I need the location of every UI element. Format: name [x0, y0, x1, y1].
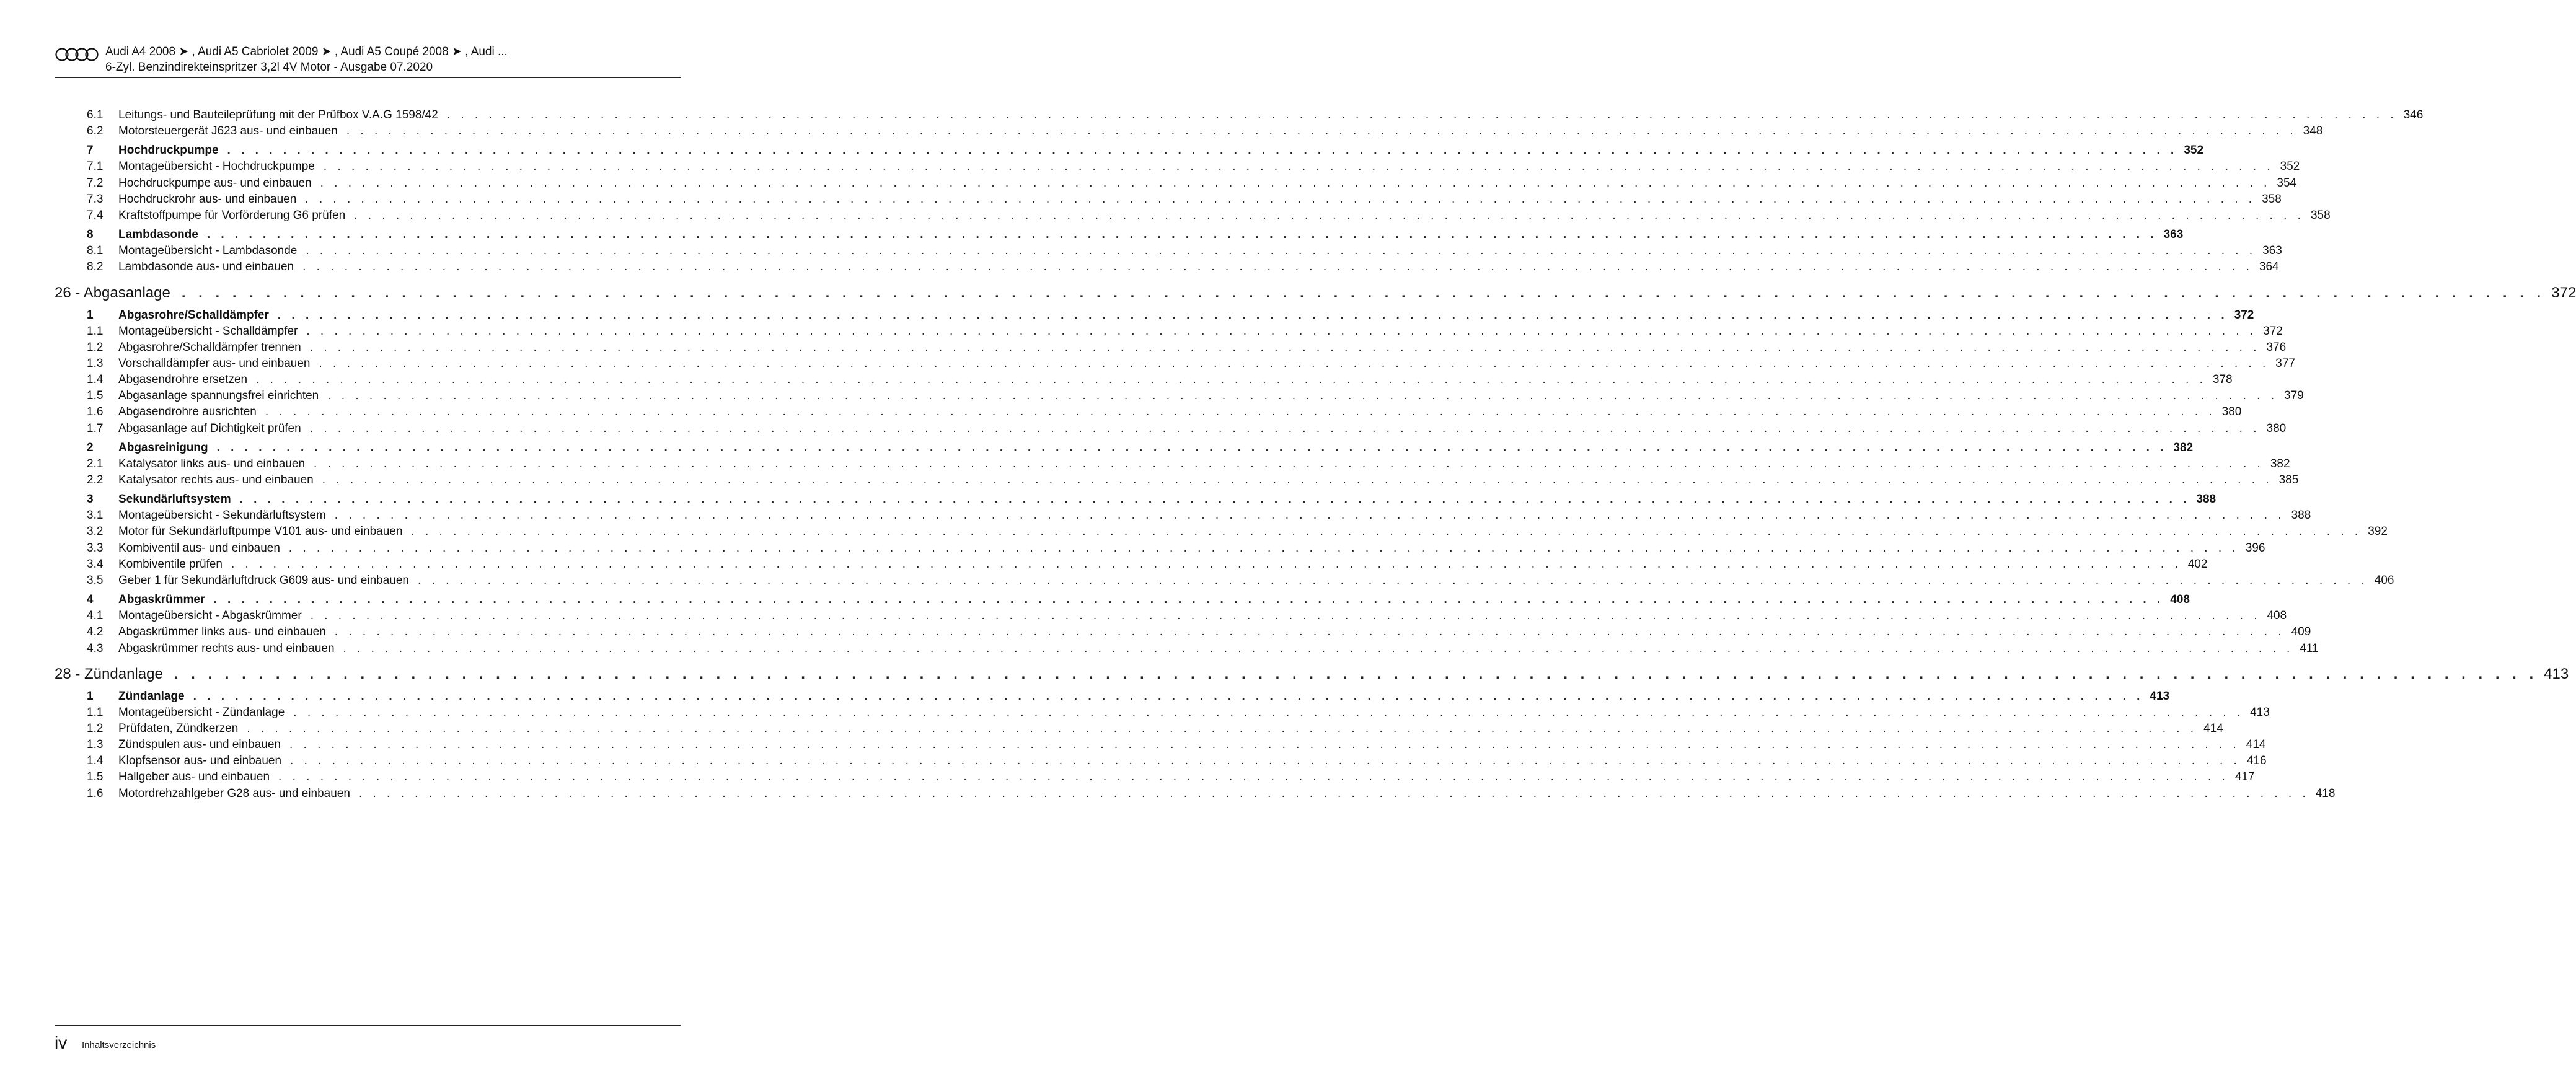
toc-dot-leader: . . . . . . . . . . . . . . . . . . . . . . . . . . . . . . . . . . . . . . . . . . . . . . . . . . . . . . . . . . . . . . . . . . . . . . . . . . . . . . . . . . . . . . . . . . . . . . . . . . . . . . . . . . . . . . . . . . . . . . . . . . . . . . . . . . . . . . . . . . . . — [231, 557, 2182, 571]
toc-entry-title: Hochdruckpumpe aus- und einbauen — [118, 176, 312, 190]
toc-entry-number: 1.4 — [87, 373, 104, 387]
toc-dot-leader: . . . . . . . . . . . . . . . . . . . . . . . . . . . . . . . . . . . . . . . . . . . . . . . . . . . . . . . . . . . . . . . . . . . . . . . . . . . . . . . . . . . . . . . . . . . . . . . . . . . . . . . . . . . . . . . . . . . . . . . . . . . . . . . . . . . . . . . . . . . . — [411, 525, 2362, 539]
toc-entry-page: 346 — [2403, 108, 2424, 121]
toc-dot-leader: . . . . . . . . . . . . . . . . . . . . . . . . . . . . . . . . . . . . . . . . . . . . . . . . . . . . . . . . . . . . . . . . . . . . . . . . . . . . . . . . . . . . . . . . . . . . . . . . . . . . . . . . . . . . . . . . . . . . . . . . . . . . . . . . . . . . . . . . . . . . — [346, 125, 2297, 138]
toc-entry-number: 1.3 — [87, 356, 104, 370]
toc-dot-leader: . . . . . . . . . . . . . . . . . . . . . . . . . . . . . . . . . . . . . . . . . . . . . . . . . . . . . . . . . . . . . . . . . . . . . . . . . . . . . . . . . . . . . . . . . . . . . . . . . . . . . . . . . . . . . . . . . . . . . . . . . . . . . . . . . . . . . . . . . . . . — [293, 705, 2244, 719]
toc-entry-title: Abgaskrümmer links aus- und einbauen — [118, 625, 326, 639]
toc-item-row[interactable] — [55, 125, 2323, 141]
toc-entry-page: 418 — [2315, 786, 2336, 800]
toc-dot-leader: . . . . . . . . . . . . . . . . . . . . . . . . . . . . . . . . . . . . . . . . . . . . . . . . . . . . . . . . . . . . . . . . . . . . . . . . . . . . . . . . . . . . . . . . . . . . . . . . . . . . . . . . . . . . . . . . . . . . . . . . . . . . . . . . . . . . . . . . . . . . — [206, 228, 2158, 242]
toc-entry-number: 4.1 — [87, 609, 104, 623]
toc-entry-number: 2.1 — [87, 457, 104, 470]
toc-entry-page: 348 — [2303, 125, 2323, 138]
toc-entry-page: 378 — [2212, 373, 2233, 387]
toc-entry-number: 1.5 — [87, 770, 104, 784]
toc-entry-title: Zündanlage — [118, 689, 185, 703]
toc-entry-number: 1.2 — [87, 340, 104, 354]
toc-dot-leader: . . . . . . . . . . . . . . . . . . . . . . . . . . . . . . . . . . . . . . . . . . . . . . . . . . . . . . . . . . . . . . . . . . . . . . . . . . . . . . . . . . . . . . . . . . . . . . . . . . . . . . . . . . . . . . . . . . . . . . . . . . . . . . . . . . . . . . . . . . . . — [309, 421, 2261, 435]
toc-entry-page: 416 — [2246, 754, 2267, 768]
toc-chapter-row[interactable] — [55, 665, 2569, 687]
toc-item-row[interactable] — [55, 609, 2287, 625]
toc-entry-title: Lambdasonde — [118, 228, 198, 242]
toc-item-row[interactable] — [55, 457, 2290, 473]
toc-entry-number: 1.5 — [87, 389, 104, 403]
toc-item-row[interactable] — [55, 641, 2319, 658]
toc-entry-title: Abgasrohre/Schalldämpfer — [118, 308, 269, 322]
toc-entry-number: 3.3 — [87, 541, 104, 555]
toc-dot-leader: . . . . . . . . . . . . . . . . . . . . . . . . . . . . . . . . . . . . . . . . . . . . . . . . . . . . . . . . . . . . . . . . . . . . . . . . . . . . . . . . . . . . . . . . . . . . . . . . . . . . . . . . . . . . . . . . . . . . . . . . . . . . . . . . . . . . . . . . . . . . — [216, 441, 2168, 454]
toc-dot-leader: . . . . . . . . . . . . . . . . . . . . . . . . . . . . . . . . . . . . . . . . . . . . . . . . . . . . . . . . . . . . . . . . . . . . . . . . . . . . . . . . . . . . . . . . . . . . . . . . . . . . . . . . . . . . . . . . . . . . . . . . . . . . . . . . . . . . . . . . . . . . — [181, 284, 2546, 301]
toc-entry-page: 352 — [2184, 144, 2204, 157]
toc-entry-page: 388 — [2196, 493, 2217, 506]
toc-entry-title: Abgasanlage auf Dichtigkeit prüfen — [118, 421, 301, 435]
toc-item-row[interactable] — [55, 573, 2394, 590]
toc-entry-page: 363 — [2262, 244, 2282, 258]
toc-item-row[interactable] — [55, 525, 2388, 541]
toc-entry-number: 3.4 — [87, 557, 104, 571]
toc-dot-leader: . . . . . . . . . . . . . . . . . . . . . . . . . . . . . . . . . . . . . . . . . . . . . . . . . . . . . . . . . . . . . . . . . . . . . . . . . . . . . . . . . . . . . . . . . . . . . . . . . . . . . . . . . . . . . . . . . . . . . . . . . . . . . . . . . . . . . . . . . . . . — [247, 721, 2198, 735]
toc-item-row[interactable] — [55, 786, 2336, 803]
toc-entry-page: 380 — [2221, 405, 2242, 419]
toc-entry-page: 414 — [2203, 721, 2223, 735]
toc-entry-title: Abgasendrohre ausrichten — [118, 405, 257, 419]
toc-dot-leader: . . . . . . . . . . . . . . . . . . . . . . . . . . . . . . . . . . . . . . . . . . . . . . . . . . . . . . . . . . . . . . . . . . . . . . . . . . . . . . . . . . . . . . . . . . . . . . . . . . . . . . . . . . . . . . . . . . . . . . . . . . . . . . . . . . . . . . . . . . . . — [213, 593, 2164, 607]
toc-dot-leader: . . . . . . . . . . . . . . . . . . . . . . . . . . . . . . . . . . . . . . . . . . . . . . . . . . . . . . . . . . . . . . . . . . . . . . . . . . . . . . . . . . . . . . . . . . . . . . . . . . . . . . . . . . . . . . . . . . . . . . . . . . . . . . . . . . . . . . . . . . . . — [265, 405, 2216, 419]
toc-item-row[interactable] — [55, 473, 2299, 490]
audi-rings-icon — [55, 47, 99, 62]
toc-entry-title: Sekundärluftsystem — [118, 493, 231, 506]
toc-entry-page: 409 — [2291, 625, 2311, 639]
toc-entry-page: 402 — [2187, 557, 2208, 571]
toc-entry-page: 408 — [2267, 609, 2287, 623]
header-title-engine: 6-Zyl. Benzindirekteinspritzer 3,2l 4V Motor - Ausgabe 07.2020 — [105, 61, 433, 74]
toc-section-row[interactable] — [55, 144, 2204, 160]
toc-entry-title: Zündspulen aus- und einbauen — [118, 738, 281, 752]
toc-dot-leader: . . . . . . . . . . . . . . . . . . . . . . . . . . . . . . . . . . . . . . . . . . . . . . . . . . . . . . . . . . . . . . . . . . . . . . . . . . . . . . . . . . . . . . . . . . . . . . . . . . . . . . . . . . . . . . . . . . . . . . . . . . . . . . . . . . . . . . . . . . . . — [239, 493, 2190, 506]
toc-entry-page: 388 — [2291, 509, 2311, 522]
toc-entry-number: 1 — [87, 308, 94, 322]
toc-entry-title: Kraftstoffpumpe für Vorförderung G6 prüfen — [118, 208, 346, 222]
toc-entry-number: 7.1 — [87, 160, 104, 174]
toc-item-row[interactable] — [55, 389, 2304, 405]
toc-entry-number: 6.2 — [87, 125, 104, 138]
toc-dot-leader: . . . . . . . . . . . . . . . . . . . . . . . . . . . . . . . . . . . . . . . . . . . . . . . . . . . . . . . . . . . . . . . . . . . . . . . . . . . . . . . . . . . . . . . . . . . . . . . . . . . . . . . . . . . . . . . . . . . . . . . . . . . . . . . . . . . . . . . . . . . . — [327, 389, 2278, 403]
toc-entry-number: 1.6 — [87, 786, 104, 800]
toc-dot-leader: . . . . . . . . . . . . . . . . . . . . . . . . . . . . . . . . . . . . . . . . . . . . . . . . . . . . . . . . . . . . . . . . . . . . . . . . . . . . . . . . . . . . . . . . . . . . . . . . . . . . . . . . . . . . . . . . . . . . . . . . . . . . . . . . . . . . . . . . . . . . — [322, 473, 2273, 486]
toc-entry-number: 2 — [87, 441, 94, 454]
toc-entry-title: Hochdruckpumpe — [118, 144, 219, 157]
toc-section-row[interactable] — [55, 493, 2217, 509]
toc-dot-leader: . . . . . . . . . . . . . . . . . . . . . . . . . . . . . . . . . . . . . . . . . . . . . . . . . . . . . . . . . . . . . . . . . . . . . . . . . . . . . . . . . . . . . . . . . . . . . . . . . . . . . . . . . . . . . . . . . . . . . . . . . . . . . . . . . . . . . . . . . . . . — [323, 160, 2274, 174]
toc-dot-leader: . . . . . . . . . . . . . . . . . . . . . . . . . . . . . . . . . . . . . . . . . . . . . . . . . . . . . . . . . . . . . . . . . . . . . . . . . . . . . . . . . . . . . . . . . . . . . . . . . . . . . . . . . . . . . . . . . . . . . . . . . . . . . . . . . . . . . . . . . . . . — [334, 509, 2285, 522]
toc-entry-title: Abgaskrümmer rechts aus- und einbauen — [118, 641, 335, 655]
footer-divider — [55, 1025, 681, 1026]
toc-dot-leader: . . . . . . . . . . . . . . . . . . . . . . . . . . . . . . . . . . . . . . . . . . . . . . . . . . . . . . . . . . . . . . . . . . . . . . . . . . . . . . . . . . . . . . . . . . . . . . . . . . . . . . . . . . . . . . . . . . . . . . . . . . . . . . . . . . . . . . . . . . . . — [193, 689, 2144, 703]
toc-item-row[interactable] — [55, 557, 2208, 574]
toc-dot-leader: . . . . . . . . . . . . . . . . . . . . . . . . . . . . . . . . . . . . . . . . . . . . . . . . . . . . . . . . . . . . . . . . . . . . . . . . . . . . . . . . . . . . . . . . . . . . . . . . . . . . . . . . . . . . . . . . . . . . . . . . . . . . . . . . . . . . . . . . . . . . — [305, 192, 2256, 206]
toc-entry-page: 413 — [2150, 689, 2170, 703]
toc-dot-leader: . . . . . . . . . . . . . . . . . . . . . . . . . . . . . . . . . . . . . . . . . . . . . . . . . . . . . . . . . . . . . . . . . . . . . . . . . . . . . . . . . . . . . . . . . . . . . . . . . . . . . . . . . . . . . . . . . . . . . . . . . . . . . . . . . . . . . . . . . . . . — [334, 625, 2285, 639]
toc-item-row[interactable] — [55, 705, 2270, 722]
toc-item-row[interactable] — [55, 625, 2311, 641]
toc-item-row[interactable] — [55, 176, 2297, 193]
toc-dot-leader: . . . . . . . . . . . . . . . . . . . . . . . . . . . . . . . . . . . . . . . . . . . . . . . . . . . . . . . . . . . . . . . . . . . . . . . . . . . . . . . . . . . . . . . . . . . . . . . . . . . . . . . . . . . . . . . . . . . . . . . . . . . . . . . . . . . . . . . . . . . . — [306, 244, 2257, 258]
toc-entry-number: 1.1 — [87, 705, 104, 719]
toc-entry-page: 376 — [2266, 340, 2287, 354]
toc-entry-number: 7.3 — [87, 192, 104, 206]
toc-section-row[interactable] — [55, 689, 2170, 706]
toc-item-row[interactable] — [55, 721, 2223, 738]
toc-dot-leader: . . . . . . . . . . . . . . . . . . . . . . . . . . . . . . . . . . . . . . . . . . . . . . . . . . . . . . . . . . . . . . . . . . . . . . . . . . . . . . . . . . . . . . . . . . . . . . . . . . . . . . . . . . . . . . . . . . . . . . . . . . . . . . . . . . . . . . . . . . . . — [256, 373, 2207, 387]
toc-entry-page: 379 — [2284, 389, 2304, 403]
toc-item-row[interactable] — [55, 405, 2242, 421]
toc-entry-page: 382 — [2270, 457, 2290, 470]
toc-item-row[interactable] — [55, 192, 2282, 209]
toc-item-row[interactable] — [55, 244, 2282, 260]
toc-entry-title: Geber 1 für Sekundärluftdruck G609 aus- und einbauen — [118, 573, 409, 587]
toc-entry-page: 380 — [2266, 421, 2287, 435]
toc-item-row[interactable] — [55, 770, 2255, 786]
toc-entry-page: 406 — [2374, 573, 2394, 587]
toc-chapter-row[interactable] — [55, 284, 2576, 306]
toc-entry-page: 354 — [2277, 176, 2297, 190]
toc-entry-page: 372 — [2263, 324, 2283, 338]
toc-item-row[interactable] — [55, 356, 2295, 373]
toc-item-row[interactable] — [55, 541, 2265, 558]
toc-entry-title: Prüfdaten, Zündkerzen — [118, 721, 239, 735]
toc-entry-page: 414 — [2246, 738, 2266, 752]
toc-entry-number: 3 — [87, 493, 94, 506]
toc-entry-number: 4.3 — [87, 641, 104, 655]
toc-entry-page: 413 — [2544, 665, 2569, 682]
toc-item-row[interactable] — [55, 754, 2267, 770]
toc-entry-page: 358 — [2262, 192, 2282, 206]
toc-entry-page: 352 — [2280, 160, 2300, 174]
toc-entry-title: Abgasanlage spannungsfrei einrichten — [118, 389, 319, 403]
toc-item-row[interactable] — [55, 160, 2300, 176]
toc-dot-leader: . . . . . . . . . . . . . . . . . . . . . . . . . . . . . . . . . . . . . . . . . . . . . . . . . . . . . . . . . . . . . . . . . . . . . . . . . . . . . . . . . . . . . . . . . . . . . . . . . . . . . . . . . . . . . . . . . . . . . . . . . . . . . . . . . . . . . . . . . . . . — [306, 324, 2257, 338]
toc-dot-leader: . . . . . . . . . . . . . . . . . . . . . . . . . . . . . . . . . . . . . . . . . . . . . . . . . . . . . . . . . . . . . . . . . . . . . . . . . . . . . . . . . . . . . . . . . . . . . . . . . . . . . . . . . . . . . . . . . . . . . . . . . . . . . . . . . . . . . . . . . . . . — [343, 641, 2294, 655]
toc-entry-number: 1.4 — [87, 754, 104, 768]
toc-item-row[interactable] — [55, 373, 2233, 389]
toc-dot-leader: . . . . . . . . . . . . . . . . . . . . . . . . . . . . . . . . . . . . . . . . . . . . . . . . . . . . . . . . . . . . . . . . . . . . . . . . . . . . . . . . . . . . . . . . . . . . . . . . . . . . . . . . . . . . . . . . . . . . . . . . . . . . . . . . . . . . . . . . . . . . — [290, 754, 2241, 768]
toc-entry-number: 1.1 — [87, 324, 104, 338]
toc-entry-number: 6.1 — [87, 108, 104, 121]
toc-entry-number: 7.4 — [87, 208, 104, 222]
toc-entry-number: 3.5 — [87, 573, 104, 587]
toc-entry-title: Montageübersicht - Zündanlage — [118, 705, 285, 719]
toc-entry-page: 364 — [2259, 260, 2279, 274]
toc-entry-number: 7 — [87, 144, 94, 157]
toc-dot-leader: . . . . . . . . . . . . . . . . . . . . . . . . . . . . . . . . . . . . . . . . . . . . . . . . . . . . . . . . . . . . . . . . . . . . . . . . . . . . . . . . . . . . . . . . . . . . . . . . . . . . . . . . . . . . . . . . . . . . . . . . . . . . . . . . . . . . . . . . . . . . — [320, 176, 2271, 190]
toc-entry-title: Leitungs- und Bauteileprüfung mit der Prüfbox V.A.G 1598/42 — [118, 108, 438, 121]
toc-item-row[interactable] — [55, 208, 2331, 225]
toc-entry-number: 1.6 — [87, 405, 104, 419]
toc-entry-title: Motor für Sekundärluftpumpe V101 aus- und einbauen — [118, 525, 403, 539]
toc-entry-number: 1 — [87, 689, 94, 703]
toc-entry-number: 1.3 — [87, 738, 104, 752]
toc-entry-title: Hallgeber aus- und einbauen — [118, 770, 270, 784]
toc-entry-page: 358 — [2310, 208, 2331, 222]
toc-section-row[interactable] — [55, 308, 2254, 325]
toc-section-row[interactable] — [55, 441, 2194, 457]
toc-entry-page: 372 — [2234, 308, 2254, 322]
toc-dot-leader: . . . . . . . . . . . . . . . . . . . . . . . . . . . . . . . . . . . . . . . . . . . . . . . . . . . . . . . . . . . . . . . . . . . . . . . . . . . . . . . . . . . . . . . . . . . . . . . . . . . . . . . . . . . . . . . . . . . . . . . . . . . . . . . . . . . . . . . . . . . . — [309, 340, 2261, 354]
toc-entry-number: 8.1 — [87, 244, 104, 258]
toc-entry-title: 28 - Zündanlage — [55, 665, 163, 682]
toc-entry-title: Motordrehzahlgeber G28 aus- und einbauen — [118, 786, 350, 800]
toc-entry-title: Hochdruckrohr aus- und einbauen — [118, 192, 297, 206]
toc-entry-title: Kombiventile prüfen — [118, 557, 223, 571]
header-title-models: Audi A4 2008 ➤ , Audi A5 Cabriolet 2009 ➤ , Audi A5 Coupé 2008 ➤ , Audi ... — [105, 45, 508, 58]
toc-dot-leader: . . . . . . . . . . . . . . . . . . . . . . . . . . . . . . . . . . . . . . . . . . . . . . . . . . . . . . . . . . . . . . . . . . . . . . . . . . . . . . . . . . . . . . . . . . . . . . . . . . . . . . . . . . . . . . . . . . . . . . . . . . . . . . . . . . . . . . . . . . . . — [358, 786, 2309, 800]
toc-dot-leader: . . . . . . . . . . . . . . . . . . . . . . . . . . . . . . . . . . . . . . . . . . . . . . . . . . . . . . . . . . . . . . . . . . . . . . . . . . . . . . . . . . . . . . . . . . . . . . . . . . . . . . . . . . . . . . . . . . . . . . . . . . . . . . . . . . . . . . . . . . . . — [446, 108, 2397, 121]
toc-entry-page: 385 — [2278, 473, 2299, 486]
toc-dot-leader: . . . . . . . . . . . . . . . . . . . . . . . . . . . . . . . . . . . . . . . . . . . . . . . . . . . . . . . . . . . . . . . . . . . . . . . . . . . . . . . . . . . . . . . . . . . . . . . . . . . . . . . . . . . . . . . . . . . . . . . . . . . . . . . . . . . . . . . . . . . . — [289, 738, 2240, 752]
toc-dot-leader: . . . . . . . . . . . . . . . . . . . . . . . . . . . . . . . . . . . . . . . . . . . . . . . . . . . . . . . . . . . . . . . . . . . . . . . . . . . . . . . . . . . . . . . . . . . . . . . . . . . . . . . . . . . . . . . . . . . . . . . . . . . . . . . . . . . . . . . . . . . . — [417, 573, 2368, 587]
toc-entry-title: Katalysator rechts aus- und einbauen — [118, 473, 314, 486]
toc-entry-title: Montageübersicht - Hochdruckpumpe — [118, 160, 315, 174]
toc-entry-number: 4 — [87, 593, 94, 607]
toc-entry-title: Abgasreinigung — [118, 441, 208, 454]
toc-section-row[interactable] — [55, 228, 2184, 244]
toc-entry-number: 2.2 — [87, 473, 104, 486]
toc-entry-title: Montageübersicht - Lambdasonde — [118, 244, 298, 258]
toc-entry-page: 372 — [2551, 284, 2576, 301]
toc-item-row[interactable] — [55, 108, 2424, 125]
table-of-contents — [55, 108, 2576, 803]
toc-entry-page: 408 — [2170, 593, 2190, 607]
page-header — [55, 43, 681, 78]
toc-entry-page: 392 — [2368, 525, 2388, 539]
toc-entry-title: Klopfsensor aus- und einbauen — [118, 754, 282, 768]
toc-entry-number: 3.1 — [87, 509, 104, 522]
toc-entry-page: 417 — [2234, 770, 2255, 784]
toc-item-row[interactable] — [55, 509, 2311, 525]
toc-entry-title: 26 - Abgasanlage — [55, 284, 170, 301]
toc-dot-leader: . . . . . . . . . . . . . . . . . . . . . . . . . . . . . . . . . . . . . . . . . . . . . . . . . . . . . . . . . . . . . . . . . . . . . . . . . . . . . . . . . . . . . . . . . . . . . . . . . . . . . . . . . . . . . . . . . . . . . . . . . . . . . . . . . . . . . . . . . . . . — [288, 541, 2239, 555]
toc-entry-page: 363 — [2163, 228, 2184, 242]
toc-entry-title: Abgaskrümmer — [118, 593, 205, 607]
toc-entry-title: Kombiventil aus- und einbauen — [118, 541, 280, 555]
toc-section-row[interactable] — [55, 593, 2190, 609]
toc-entry-title: Katalysator links aus- und einbauen — [118, 457, 306, 470]
toc-entry-number: 7.2 — [87, 176, 104, 190]
toc-dot-leader: . . . . . . . . . . . . . . . . . . . . . . . . . . . . . . . . . . . . . . . . . . . . . . . . . . . . . . . . . . . . . . . . . . . . . . . . . . . . . . . . . . . . . . . . . . . . . . . . . . . . . . . . . . . . . . . . . . . . . . . . . . . . . . . . . . . . . . . . . . . . — [302, 260, 2253, 274]
toc-dot-leader: . . . . . . . . . . . . . . . . . . . . . . . . . . . . . . . . . . . . . . . . . . . . . . . . . . . . . . . . . . . . . . . . . . . . . . . . . . . . . . . . . . . . . . . . . . . . . . . . . . . . . . . . . . . . . . . . . . . . . . . . . . . . . . . . . . . . . . . . . . . . — [278, 770, 2229, 784]
toc-entry-title: Motorsteuergerät J623 aus- und einbauen — [118, 125, 338, 138]
toc-entry-number: 1.2 — [87, 721, 104, 735]
toc-dot-leader: . . . . . . . . . . . . . . . . . . . . . . . . . . . . . . . . . . . . . . . . . . . . . . . . . . . . . . . . . . . . . . . . . . . . . . . . . . . . . . . . . . . . . . . . . . . . . . . . . . . . . . . . . . . . . . . . . . . . . . . . . . . . . . . . . . . . . . . . . . . . — [319, 356, 2270, 370]
toc-entry-title: Montageübersicht - Abgaskrümmer — [118, 609, 302, 623]
toc-dot-leader: . . . . . . . . . . . . . . . . . . . . . . . . . . . . . . . . . . . . . . . . . . . . . . . . . . . . . . . . . . . . . . . . . . . . . . . . . . . . . . . . . . . . . . . . . . . . . . . . . . . . . . . . . . . . . . . . . . . . . . . . . . . . . . . . . . . . . . . . . . . . — [314, 457, 2264, 470]
toc-entry-number: 4.2 — [87, 625, 104, 639]
toc-item-row[interactable] — [55, 260, 2279, 276]
toc-entry-title: Abgasendrohre ersetzen — [118, 373, 248, 387]
toc-entry-page: 411 — [2300, 641, 2319, 655]
toc-dot-leader: . . . . . . . . . . . . . . . . . . . . . . . . . . . . . . . . . . . . . . . . . . . . . . . . . . . . . . . . . . . . . . . . . . . . . . . . . . . . . . . . . . . . . . . . . . . . . . . . . . . . . . . . . . . . . . . . . . . . . . . . . . . . . . . . . . . . . . . . . . . . — [174, 665, 2538, 682]
toc-dot-leader: . . . . . . . . . . . . . . . . . . . . . . . . . . . . . . . . . . . . . . . . . . . . . . . . . . . . . . . . . . . . . . . . . . . . . . . . . . . . . . . . . . . . . . . . . . . . . . . . . . . . . . . . . . . . . . . . . . . . . . . . . . . . . . . . . . . . . . . . . . . . — [310, 609, 2261, 623]
footer-label: Inhaltsverzeichnis — [82, 1040, 156, 1050]
toc-item-row[interactable] — [55, 421, 2287, 438]
toc-entry-title: Montageübersicht - Schalldämpfer — [118, 324, 298, 338]
toc-entry-number: 1.7 — [87, 421, 104, 435]
toc-dot-leader: . . . . . . . . . . . . . . . . . . . . . . . . . . . . . . . . . . . . . . . . . . . . . . . . . . . . . . . . . . . . . . . . . . . . . . . . . . . . . . . . . . . . . . . . . . . . . . . . . . . . . . . . . . . . . . . . . . . . . . . . . . . . . . . . . . . . . . . . . . . . — [354, 208, 2305, 222]
toc-entry-number: 8.2 — [87, 260, 104, 274]
toc-entry-page: 396 — [2245, 541, 2265, 555]
toc-entry-page: 377 — [2275, 356, 2295, 370]
toc-entry-title: Montageübersicht - Sekundärluftsystem — [118, 509, 326, 522]
toc-dot-leader: . . . . . . . . . . . . . . . . . . . . . . . . . . . . . . . . . . . . . . . . . . . . . . . . . . . . . . . . . . . . . . . . . . . . . . . . . . . . . . . . . . . . . . . . . . . . . . . . . . . . . . . . . . . . . . . . . . . . . . . . . . . . . . . . . . . . . . . . . . . . — [277, 308, 2228, 322]
toc-entry-title: Abgasrohre/Schalldämpfer trennen — [118, 340, 301, 354]
toc-entry-number: 3.2 — [87, 525, 104, 539]
toc-item-row[interactable] — [55, 738, 2266, 754]
toc-dot-leader: . . . . . . . . . . . . . . . . . . . . . . . . . . . . . . . . . . . . . . . . . . . . . . . . . . . . . . . . . . . . . . . . . . . . . . . . . . . . . . . . . . . . . . . . . . . . . . . . . . . . . . . . . . . . . . . . . . . . . . . . . . . . . . . . . . . . . . . . . . . . — [227, 144, 2178, 157]
toc-entry-page: 382 — [2173, 441, 2194, 454]
toc-item-row[interactable] — [55, 340, 2287, 357]
footer-page-number: iv — [55, 1033, 68, 1052]
toc-entry-title: Vorschalldämpfer aus- und einbauen — [118, 356, 311, 370]
toc-entry-title: Lambdasonde aus- und einbauen — [118, 260, 294, 274]
toc-item-row[interactable] — [55, 324, 2283, 341]
toc-entry-page: 413 — [2250, 705, 2270, 719]
toc-entry-number: 8 — [87, 228, 94, 242]
